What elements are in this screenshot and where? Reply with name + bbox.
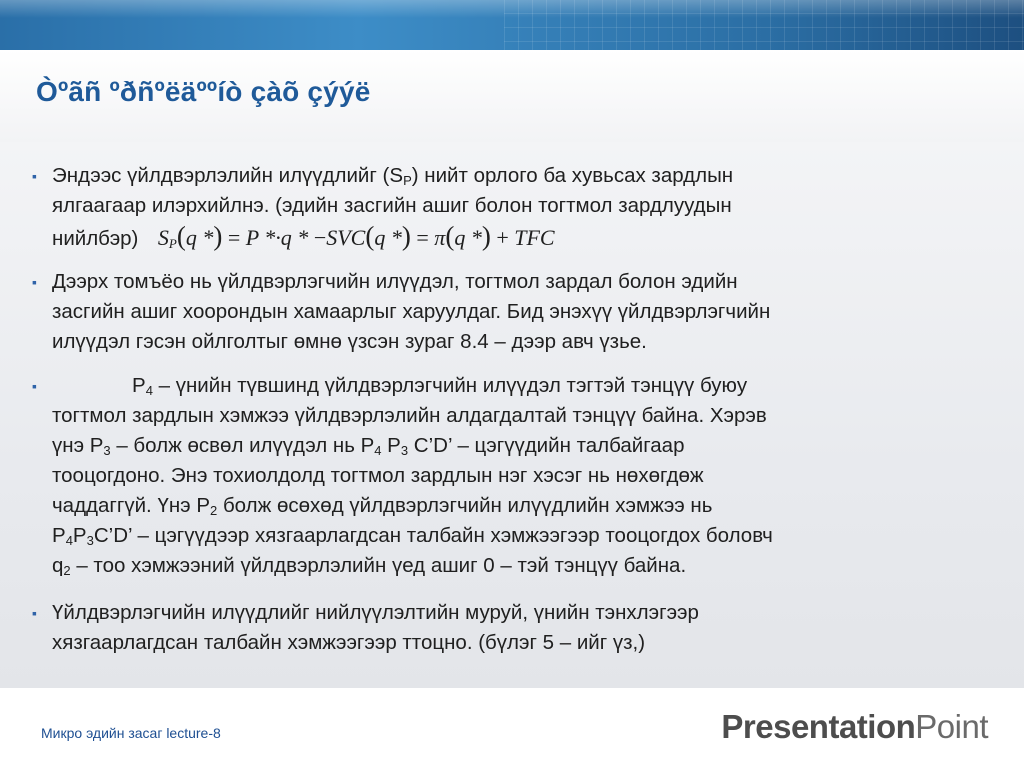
slide-title: Òºãñ ºðñºëäººíò çàõ çýýë bbox=[36, 76, 371, 107]
footer-course-label: Микро эдийн засаг lecture-8 bbox=[41, 725, 221, 741]
text-line: хязгаарлагдсан талбайн хэмжээгээр ттоцно. (бүлэг 5 – ийг үз,) bbox=[52, 631, 646, 654]
presentationpoint-logo: PresentationPoint bbox=[721, 708, 988, 745]
text-line: нийлбэр) $S_P(q$ *) = P *·q * −SVC(q *) = π(q *) + TFC bbox=[52, 221, 555, 251]
text-line: тогтмол зардлын хэмжээ үйлдвэрлэлийн алдагдалтай тэнцүү байна. Хэрэв bbox=[52, 404, 767, 427]
bullet-text-4 bbox=[52, 598, 972, 658]
bullet-text-3 bbox=[52, 371, 972, 581]
text-line: $P_4P_3C’D$’ – цэгүүдээр хязгаарлагдсан талбайн хэмжээгээр тооцогдох боловч bbox=[52, 524, 773, 548]
text-line: чаддаггүй. Үнэ $P_2$ болж өсөхөд үйлдвэрлэгчийн илүүдлийн хэмжээ нь bbox=[52, 494, 713, 518]
header-banner bbox=[0, 0, 1024, 50]
text-line: засгийн ашиг хоорондын хамаарлыг харуулдаг. Бид энэхүү үйлдвэрлэгчийн bbox=[52, 300, 771, 323]
square-bullet-icon: ▪ bbox=[32, 274, 37, 290]
text-line: илүүдэл гэсэн ойлголтыг өмнө үзсэн зураг 8.4 – дээр авч үзье. bbox=[52, 330, 647, 353]
text-line: Үйлдвэрлэгчийн илүүдлийг нийлүүлэлтийн муруй, үнийн тэнхлэгээр bbox=[52, 601, 699, 624]
text-line: ялгаагаар илэрхийлнэ. (эдийн засгийн ашиг болон тогтмол зардлуудын bbox=[52, 194, 732, 217]
bullet-text-1 bbox=[52, 161, 972, 254]
text-line: тооцогдоно. Энэ тохиолдолд тогтмол зардлын нэг хэсэг нь нөхөгдөж bbox=[52, 464, 704, 487]
text-line: Дээрх томъёо нь үйлдвэрлэгчийн илүүдэл, тогтмол зардал болон эдийн bbox=[52, 270, 738, 293]
square-bullet-icon: ▪ bbox=[32, 605, 37, 621]
banner-shine bbox=[0, 0, 1024, 18]
surplus-formula: $S_P(q$ *) = P *·q * −SVC(q *) = π(q *) + TFC bbox=[157, 221, 555, 251]
square-bullet-icon: ▪ bbox=[32, 168, 37, 184]
text-line: Эндээс үйлдвэрлэлийн илүүдлийг $(S_P)$ нийт орлого ба хувьсах зардлын bbox=[52, 164, 734, 188]
text-line: үнэ $P_3$ – болж өсвөл илүүдэл нь $P_4$ $P_3$ C’D’ – цэгүүдийн талбайгаар bbox=[52, 434, 685, 458]
bullet-text-2 bbox=[52, 267, 972, 357]
text-line: $q_2$ – тоо хэмжээний үйлдвэрлэлийн үед ашиг 0 – тэй тэнцүү байна. bbox=[52, 554, 687, 578]
text-line: $P_4$ – үнийн түвшинд үйлдвэрлэгчийн илүүдэл тэгтэй тэнцүү буюу bbox=[132, 374, 748, 398]
square-bullet-icon: ▪ bbox=[32, 378, 37, 394]
